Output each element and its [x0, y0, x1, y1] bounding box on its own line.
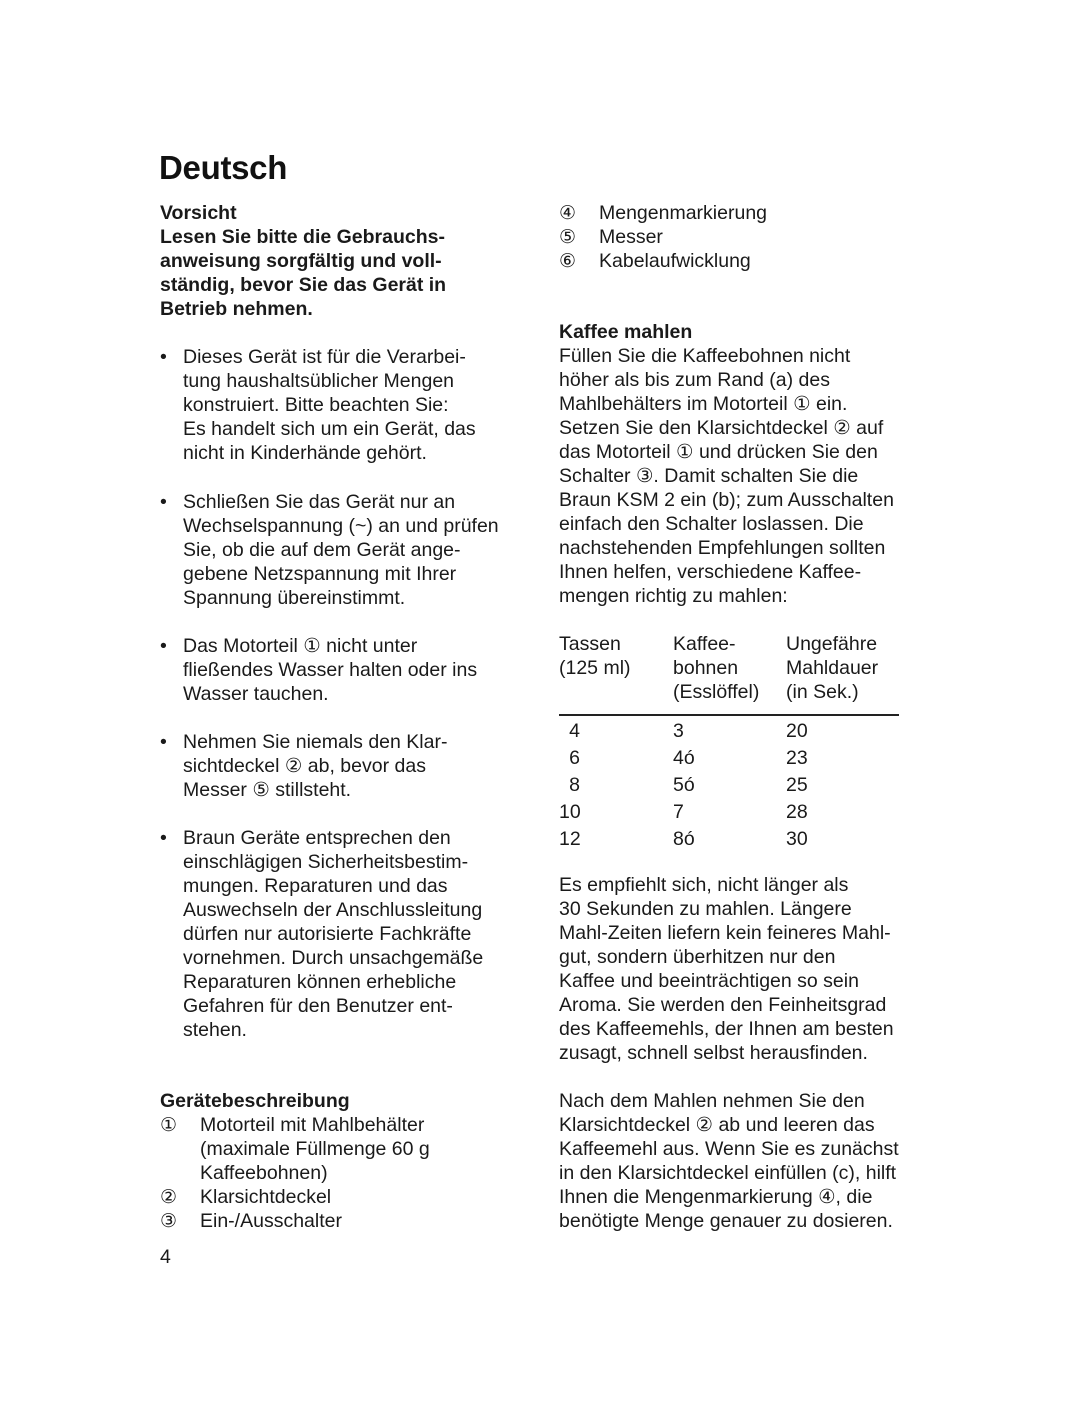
device-description-continued [559, 201, 929, 273]
description-line: Kabelaufwicklung [599, 250, 751, 272]
device-description [160, 1089, 530, 1233]
bullet-line: Auswechseln der Anschlussleitung [183, 899, 483, 921]
warning-line: Betrieb nehmen. [160, 298, 313, 320]
grinding-line: höher als bis zum Rand (a) des [559, 369, 830, 391]
table-row [559, 827, 899, 854]
bullet-line: Spannung übereinstimmt. [183, 587, 406, 609]
table-row [559, 773, 899, 800]
bullet-line: Es handelt sich um ein Gerät, das [183, 418, 476, 440]
bullet-line: fließendes Wasser halten oder ins [183, 659, 478, 681]
bullet-line: Dieses Gerät ist für die Verarbei- [183, 346, 466, 368]
grinding-line: Mahlbehälters im Motorteil ① ein. [559, 393, 848, 415]
description-line: Ein-/Ausschalter [200, 1210, 342, 1232]
bullet-line: Messer ⑤ stillsteht. [183, 779, 352, 801]
bullet-line: sichtdeckel ② ab, bevor das [183, 755, 426, 777]
bullet-icon: • [160, 827, 167, 849]
warning-line: anweisung sorgfältig und voll- [160, 250, 442, 272]
cell-duration: 28 [786, 801, 808, 823]
bullet-line: mungen. Reparaturen und das [183, 875, 448, 897]
bullet-line: Gefahren für den Benutzer ent- [183, 995, 453, 1017]
bullet-line: einschlägigen Sicherheitsbestim- [183, 851, 469, 873]
bullet-icon: • [160, 635, 167, 657]
cell-cups: 12 [559, 828, 581, 850]
advice-line: Es empfiehlt sich, nicht länger als [559, 874, 849, 896]
description-item [559, 201, 929, 225]
table-row [559, 719, 899, 746]
header-text: (Esslöffel) [673, 681, 760, 703]
cell-beans: 8ó [673, 828, 695, 850]
bullet-line: Nehmen Sie niemals den Klar- [183, 731, 448, 753]
description-line: (maximale Füllmenge 60 g [200, 1138, 430, 1160]
bullet-icon: • [160, 731, 167, 753]
grinding-line: einfach den Schalter loslassen. Die [559, 513, 864, 535]
table-body [559, 719, 899, 854]
table-header [559, 632, 899, 704]
bullet-line: dürfen nur autorisierte Fachkräfte [183, 923, 472, 945]
cell-duration: 23 [786, 747, 808, 769]
advice-line: des Kaffeemehls, der Ihnen am besten [559, 1018, 894, 1040]
grinding-line: Braun KSM 2 ein (b); zum Ausschalten [559, 489, 894, 511]
grinding-table [559, 632, 899, 850]
grinding-advice [559, 873, 929, 1065]
cell-cups: 10 [559, 801, 581, 823]
description-line: Kaffeebohnen) [200, 1162, 328, 1184]
grinding-line: Setzen Sie den Klarsichtdeckel ② auf [559, 417, 884, 439]
cell-beans: 3 [673, 720, 684, 742]
warning-heading: Vorsicht [160, 202, 237, 224]
cell-cups: 8 [569, 774, 580, 796]
bullet-line: Wasser tauchen. [183, 683, 329, 705]
page-number: 4 [160, 1246, 171, 1268]
header-text: Mahldauer [786, 657, 879, 679]
after-line: Klarsichtdeckel ② ab und leeren das [559, 1114, 875, 1136]
cell-duration: 25 [786, 774, 808, 796]
grinding-line: nachstehenden Empfehlungen sollten [559, 537, 886, 559]
description-item [160, 1209, 530, 1233]
grinding-line: Füllen Sie die Kaffeebohnen nicht [559, 345, 851, 367]
grinding-section [559, 320, 929, 608]
advice-line: Mahl-Zeiten liefern kein feineres Mahl- [559, 922, 891, 944]
table-divider [559, 714, 899, 716]
after-line: benötigte Menge genauer zu dosieren. [559, 1210, 893, 1232]
circled-number-1-icon: ① [160, 1114, 178, 1136]
header-duration [786, 632, 878, 704]
circled-number-4-icon: ④ [559, 202, 577, 224]
advice-line: Kaffee und beeinträchtigen so sein [559, 970, 859, 992]
header-cups [559, 632, 631, 680]
circled-number-2-icon: ② [160, 1186, 178, 1208]
description-line: Mengenmarkierung [599, 202, 768, 224]
after-line: Ihnen die Mengenmarkierung ④, die [559, 1186, 873, 1208]
circled-number-5-icon: ⑤ [559, 226, 577, 248]
advice-line: 30 Sekunden zu mahlen. Längere [559, 898, 852, 920]
cell-beans: 5ó [673, 774, 695, 796]
grinding-line: Schalter ③. Damit schalten Sie die [559, 465, 859, 487]
warning-line: ständig, bevor Sie das Gerät in [160, 274, 447, 296]
bullet-line: Reparaturen können erhebliche [183, 971, 457, 993]
table-row [559, 800, 899, 827]
cell-duration: 30 [786, 828, 808, 850]
grinding-heading: Kaffee mahlen [559, 321, 693, 343]
circled-number-6-icon: ⑥ [559, 250, 577, 272]
header-text: bohnen [673, 657, 739, 679]
advice-line: gut, sondern überhitzen nur den [559, 946, 836, 968]
description-line: Motorteil mit Mahlbehälter [200, 1114, 425, 1136]
circled-number-3-icon: ③ [160, 1210, 178, 1232]
cell-cups: 4 [569, 720, 580, 742]
header-beans [673, 632, 759, 704]
bullet-line: stehen. [183, 1019, 247, 1041]
bullet-line: tung haushaltsüblicher Mengen [183, 370, 455, 392]
bullet-line: gebene Netzspannung mit Ihrer [183, 563, 457, 585]
bullet-line: konstruiert. Bitte beachten Sie: [183, 394, 449, 416]
advice-line: Aroma. Sie werden den Feinheitsgrad [559, 994, 887, 1016]
cell-beans: 4ó [673, 747, 695, 769]
warning-block [160, 201, 530, 321]
description-item [160, 1185, 530, 1209]
description-line: Klarsichtdeckel [200, 1186, 332, 1208]
cell-cups: 6 [569, 747, 580, 769]
table-row [559, 746, 899, 773]
after-line: Kaffeemehl aus. Wenn Sie es zunächst [559, 1138, 899, 1160]
bullet-line: vornehmen. Durch unsachgemäße [183, 947, 484, 969]
warning-line: Lesen Sie bitte die Gebrauchs- [160, 226, 445, 248]
description-item [160, 1113, 530, 1185]
grinding-line: mengen richtig zu mahlen: [559, 585, 788, 607]
description-heading: Gerätebeschreibung [160, 1090, 350, 1112]
after-line: Nach dem Mahlen nehmen Sie den [559, 1090, 865, 1112]
bullet-line: Braun Geräte entsprechen den [183, 827, 451, 849]
advice-line: zusagt, schnell selbst herausfinden. [559, 1042, 868, 1064]
after-line: in den Klarsichtdeckel einfüllen (c), hilft [559, 1162, 897, 1184]
bullet-line: Das Motorteil ① nicht unter [183, 635, 418, 657]
description-item [559, 225, 929, 249]
bullet-line: Sie, ob die auf dem Gerät ange- [183, 539, 461, 561]
grinding-line: das Motorteil ① und drücken Sie den [559, 441, 878, 463]
bullet-icon: • [160, 491, 167, 513]
cell-beans: 7 [673, 801, 684, 823]
description-item [559, 249, 929, 273]
bullet-line: Schließen Sie das Gerät nur an [183, 491, 456, 513]
cell-duration: 20 [786, 720, 808, 742]
header-text: Ungefähre [786, 633, 878, 655]
bullet-line: Wechselspannung (~) an und prüfen [183, 515, 499, 537]
after-grinding [559, 1089, 929, 1233]
header-text: (in Sek.) [786, 681, 859, 703]
description-line: Messer [599, 226, 663, 248]
bullet-icon: • [160, 346, 167, 368]
header-text: Kaffee- [673, 633, 736, 655]
bullet-line: nicht in Kinderhände gehört. [183, 442, 427, 464]
header-text: (125 ml) [559, 657, 631, 679]
header-text: Tassen [559, 633, 621, 655]
page-title: Deutsch [159, 149, 288, 186]
grinding-line: Ihnen helfen, verschiedene Kaffee- [559, 561, 862, 583]
